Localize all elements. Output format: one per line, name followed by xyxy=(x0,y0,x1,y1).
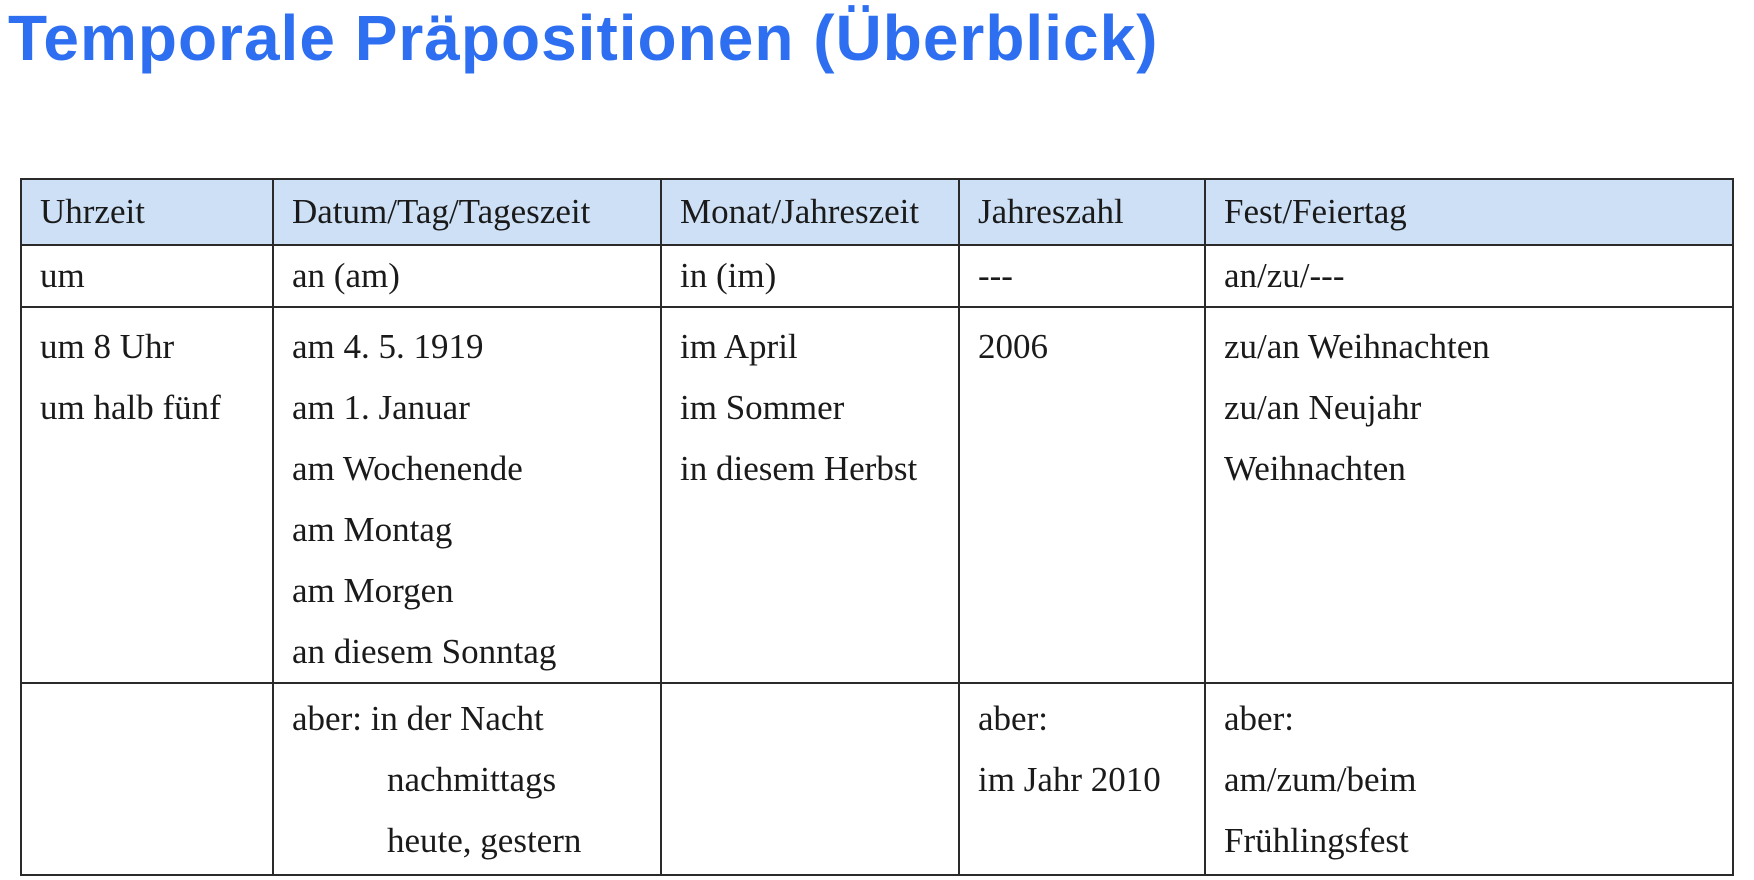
preposition-fest: an/zu/--- xyxy=(1205,245,1733,307)
preposition-monat: in (im) xyxy=(661,245,959,307)
header-datum-tag-tageszeit: Datum/Tag/Tageszeit xyxy=(273,179,661,245)
example-line: im April xyxy=(680,327,798,366)
example-line: am Montag xyxy=(292,510,453,549)
header-row xyxy=(21,179,1733,245)
exceptions-datum xyxy=(273,683,661,875)
exception-line: nachmittags xyxy=(387,760,557,799)
header-monat-jahreszeit: Monat/Jahreszeit xyxy=(661,179,959,245)
example-line: im Sommer xyxy=(680,388,845,427)
examples-row xyxy=(21,307,1733,683)
exceptions-uhrzeit xyxy=(21,683,273,875)
exception-line: Frühlingsfest xyxy=(1224,821,1409,860)
example-line: zu/an Weihnachten xyxy=(1224,327,1490,366)
exceptions-monat xyxy=(661,683,959,875)
preposition-jahreszahl: --- xyxy=(959,245,1205,307)
example-line: zu/an Neujahr xyxy=(1224,388,1422,427)
preposition-datum: an (am) xyxy=(273,245,661,307)
preposition-uhrzeit: um xyxy=(21,245,273,307)
exception-line: aber: xyxy=(1224,699,1294,738)
examples-monat xyxy=(661,307,959,683)
example-line: in diesem Herbst xyxy=(680,449,918,488)
exception-line: im Jahr 2010 xyxy=(978,760,1161,799)
exceptions-row xyxy=(21,683,1733,875)
example-line: am 1. Januar xyxy=(292,388,470,427)
page-title: Temporale Präpositionen (Überblick) xyxy=(8,2,1159,74)
example-line: um 8 Uhr xyxy=(40,327,175,366)
exceptions-jahreszahl xyxy=(959,683,1205,875)
example-line: an diesem Sonntag xyxy=(292,632,557,671)
exception-line: am/zum/beim xyxy=(1224,760,1417,799)
example-line: 2006 xyxy=(978,327,1048,366)
example-line: um halb fünf xyxy=(40,388,221,427)
exception-line: aber: in der Nacht xyxy=(292,699,544,738)
preposition-row xyxy=(21,245,1733,307)
header-jahreszahl: Jahreszahl xyxy=(959,179,1205,245)
examples-datum xyxy=(273,307,661,683)
example-line: am Morgen xyxy=(292,571,454,610)
example-line: am Wochenende xyxy=(292,449,523,488)
prepositions-table xyxy=(20,178,1734,876)
examples-jahreszahl xyxy=(959,307,1205,683)
example-line: am 4. 5. 1919 xyxy=(292,327,484,366)
examples-uhrzeit xyxy=(21,307,273,683)
exceptions-fest xyxy=(1205,683,1733,875)
exception-line: heute, gestern xyxy=(387,821,582,860)
header-fest-feiertag: Fest/Feiertag xyxy=(1205,179,1733,245)
header-uhrzeit: Uhrzeit xyxy=(21,179,273,245)
example-line: Weihnachten xyxy=(1224,449,1406,488)
exception-line: aber: xyxy=(978,699,1048,738)
examples-fest xyxy=(1205,307,1733,683)
